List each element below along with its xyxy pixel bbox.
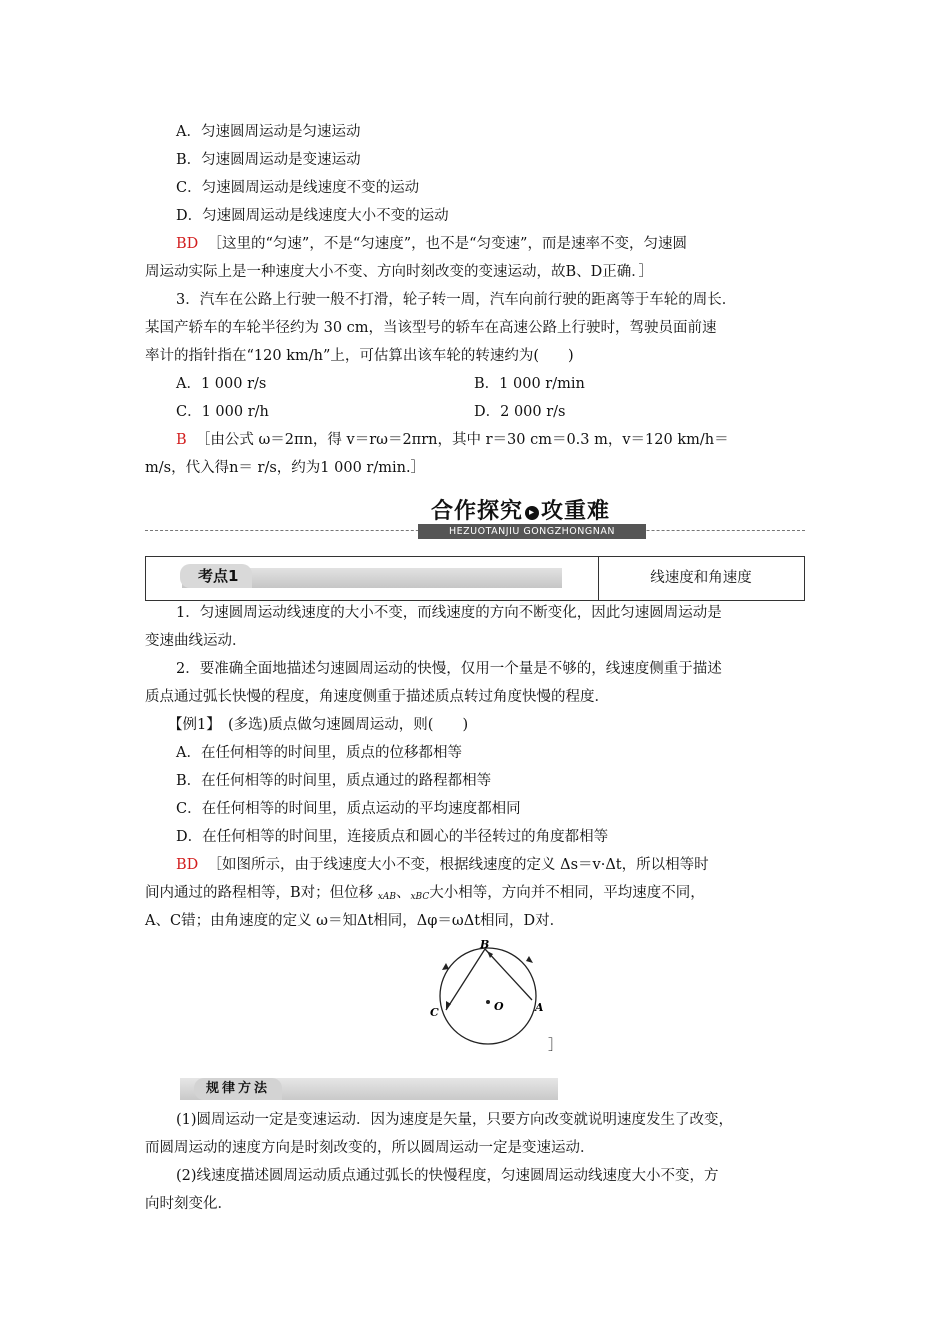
method1-line2: 而圆周运动的速度方向是时刻改变的，所以圆周运动一定是变速运动．: [145, 1140, 595, 1156]
q3-option-c: C．1 000 r/h: [176, 404, 269, 420]
section-title: [425, 494, 616, 525]
q2-answer-line2: 周运动实际上是一种速度大小不变、方向时刻改变的变速运动，故B、D正确．］: [145, 264, 654, 280]
example1-answer-line1: [176, 855, 709, 875]
answer-text: ［这里的“匀速”，不是“匀速度”，也不是“匀变速”，而是速率不变，匀速圆: [207, 236, 687, 252]
q3-stem-line2: 某国产轿车的车轮半径约为 30 cm，当该型号的轿车在高速公路上行驶时，驾驶员面前速: [145, 320, 717, 336]
q2-option-c: C．匀速圆周运动是线速度不变的运动: [176, 180, 420, 196]
q2-option-b: B．匀速圆周运动是变速运动: [176, 152, 361, 168]
example1-option-a: A．在任何相等的时间里，质点的位移都相等: [176, 745, 462, 761]
q2-answer-line1: [176, 234, 687, 254]
label-o: O: [494, 1000, 504, 1013]
kaodian-table: [145, 556, 805, 601]
example1-option-b: B．在任何相等的时间里，质点通过的路程都相等: [176, 773, 492, 789]
section-title-right: 攻重难: [541, 499, 611, 524]
answer-text: 大小相等，方向并不相同，平均速度不同，: [429, 885, 705, 901]
method-tag: 规律方法: [194, 1078, 282, 1100]
example1-option-c: C．在任何相等的时间里，质点运动的平均速度都相同: [176, 801, 521, 817]
answer-text: 间内通过的路程相等，B对；但位移: [145, 885, 378, 901]
kaodian-tag: 考点1: [180, 564, 252, 588]
displacement-bc: xBC: [410, 892, 430, 902]
answer-key: B: [176, 432, 187, 448]
section-subtitle: HEZUOTANJIU GONGZHONGNAN: [418, 524, 646, 539]
answer-close-bracket: ］: [548, 1038, 563, 1054]
label-c: C: [430, 1006, 439, 1019]
center-point: [486, 1000, 490, 1004]
point1-line1: 1．匀速圆周运动线速度的大小不变，而线速度的方向不断变化，因此匀速圆周运动是: [176, 605, 722, 621]
answer-key: BD: [176, 857, 199, 873]
q3-stem-line3: 率计的指针指在“120 km/h”上，可估算出该车轮的转速约为( ): [145, 348, 574, 364]
q3-option-a: A．1 000 r/s: [176, 376, 267, 392]
arrow-icon: ▸: [525, 506, 539, 520]
answer-text: 、: [395, 885, 411, 901]
displacement-ab: xAB: [377, 892, 396, 902]
method2-line1: (2)线速度描述圆周运动质点通过弧长的快慢程度，匀速圆周运动线速度大小不变，方: [176, 1168, 719, 1184]
point1-line2: 变速曲线运动．: [145, 633, 247, 649]
label-b: B: [480, 938, 490, 951]
point2-line2: 质点通过弧长快慢的程度，角速度侧重于描述质点转过角度快慢的程度．: [145, 689, 609, 705]
q3-answer-line2: m/s，代入得n＝ r/s，约为1 000 r/min.］: [145, 460, 426, 476]
example1-option-d: D．在任何相等的时间里，连接质点和圆心的半径转过的角度都相等: [176, 829, 609, 845]
chord-ba: [485, 949, 532, 1000]
circle-motion-diagram: [420, 938, 560, 1048]
point2-line1: 2．要准确全面地描述匀速圆周运动的快慢，仅用一个量是不够的，线速度侧重于描述: [176, 661, 722, 677]
section-title-left: 合作探究: [431, 499, 524, 524]
example1-stem: 【例1】 (多选)质点做匀速圆周运动，则( ): [168, 717, 469, 733]
answer-key: BD: [176, 236, 199, 252]
kaodian-topic: 线速度和角速度: [650, 570, 752, 586]
arc-arrow-2: [442, 963, 449, 970]
method2-line2: 向时刻变化．: [145, 1196, 232, 1212]
q3-stem-line1: 3．汽车在公路上行驶一般不打滑，轮子转一周，汽车向前行驶的距离等于车轮的周长．: [176, 292, 737, 308]
method1-line1: (1)圆周运动一定是变速运动．因为速度是矢量，只要方向改变就说明速度发生了改变，: [176, 1112, 734, 1128]
q3-answer-line1: [176, 430, 729, 450]
q3-option-d: D．2 000 r/s: [474, 404, 566, 420]
answer-text: ［如图所示，由于线速度大小不变，根据线速度的定义 Δs＝v·Δt，所以相等时: [207, 857, 709, 873]
q2-option-d: D．匀速圆周运动是线速度大小不变的运动: [176, 208, 449, 224]
example1-answer-line3: A、C错；由角速度的定义 ω＝知Δt相同，Δφ＝ωΔt相同，D对．: [145, 913, 565, 929]
arc-arrow-1: [526, 956, 533, 963]
q2-option-a: A．匀速圆周运动是匀速运动: [176, 124, 361, 140]
q3-option-b: B．1 000 r/min: [474, 376, 585, 392]
chord-bc: [446, 949, 485, 1010]
example1-answer-line2: [145, 883, 705, 907]
label-a: A: [535, 1001, 544, 1014]
answer-text: ［由公式 ω＝2πn，得 v＝rω＝2πrn，其中 r＝30 cm＝0.3 m，v＝120 km/h＝: [195, 432, 729, 448]
